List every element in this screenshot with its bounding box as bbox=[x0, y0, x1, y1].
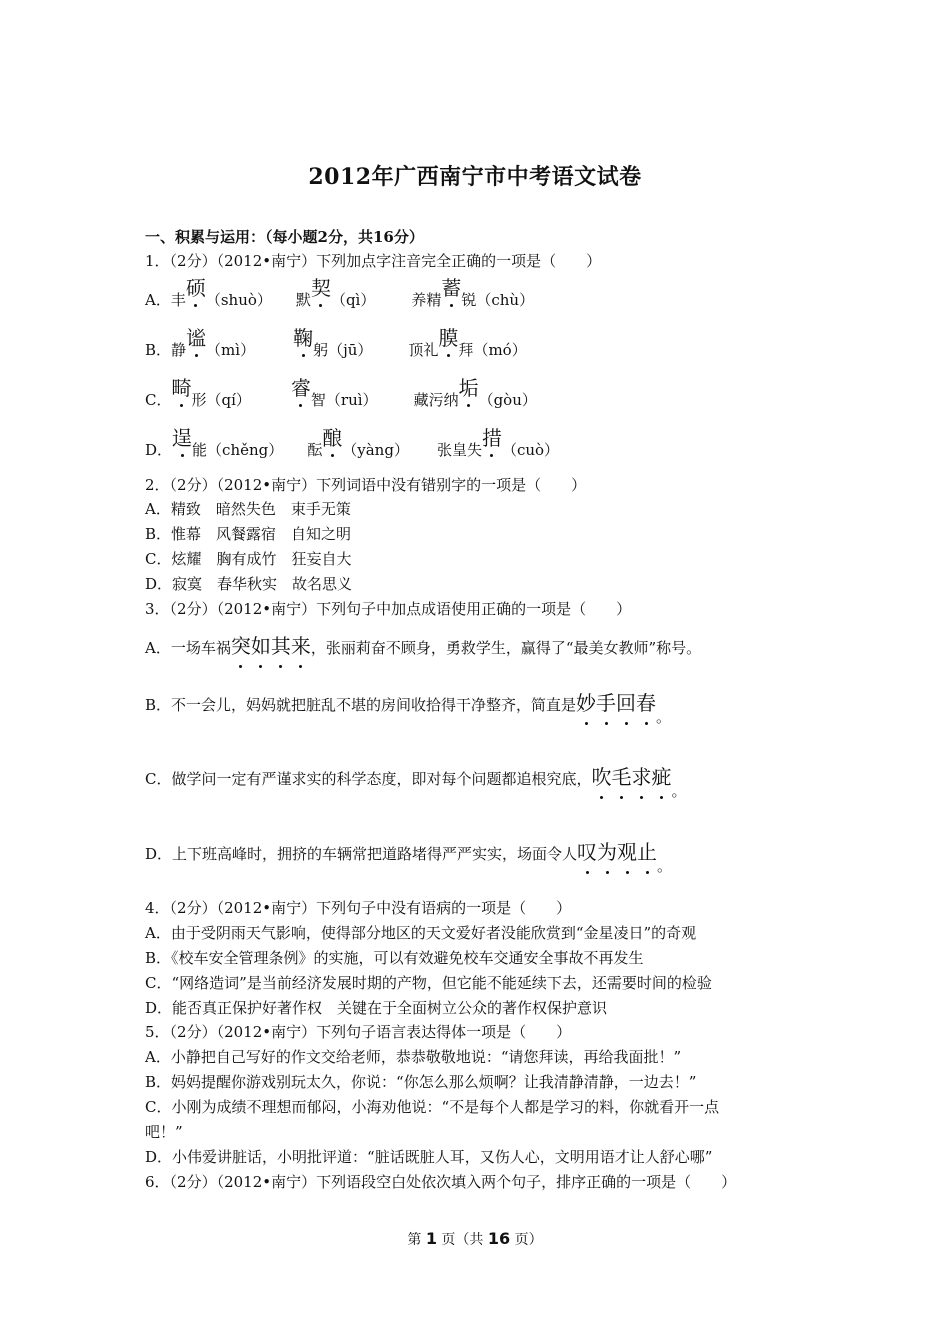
question-6-stem: 6．（2分）（2012•南宁）下列语段空白处依次填入两个句子，排序正确的一项是（ ） bbox=[145, 1173, 737, 1191]
dotted-char: 睿 bbox=[290, 376, 311, 400]
page-number: 1 bbox=[425, 1229, 437, 1248]
question-5-option-b: B．妈妈提醒你游戏别玩太久，你说：“你怎么那么烦啊？让我清静清静，一边去！” bbox=[145, 1073, 697, 1091]
page-title: 2012年广西南宁市中考语文试卷 bbox=[308, 164, 642, 190]
question-5-option-c: C．小刚为成绩不理想而郁闷，小海劝他说：“不是每个人都是学习的料，你就看开一点 bbox=[145, 1098, 720, 1116]
idiom-char: 手 bbox=[596, 691, 617, 715]
question-4-option-c: C．“网络造词”是当前经济发展时期的产物，但它能不能延续下去，还需要时间的检验 bbox=[145, 974, 712, 992]
question-4-option-a: A．由于受阴雨天气影响，使得部分地区的天文爱好者没能欣赏到“金星凌日”的奇观 bbox=[145, 924, 697, 942]
dotted-char: 措 bbox=[481, 426, 502, 450]
dotted-char: 谧 bbox=[186, 326, 207, 350]
idiom-char: 吹 bbox=[591, 765, 612, 789]
question-4-stem: 4．（2分）（2012•南宁）下列句子中没有语病的一项是（ ） bbox=[145, 899, 572, 917]
question-3-option-b: B．不一会儿，妈妈就把脏乱不堪的房间收拾得干净整齐，简直是妙手回春。 bbox=[145, 691, 672, 726]
question-2-option-d: D．寂寞 春华秋实 故名思义 bbox=[145, 575, 353, 593]
question-2-option-a: A．精致 暗然失色 束手无策 bbox=[145, 500, 351, 518]
dotted-char: 畸 bbox=[171, 376, 192, 400]
idiom-char: 毛 bbox=[611, 765, 632, 789]
idiom-char: 回 bbox=[616, 691, 637, 715]
question-3-stem: 3．（2分）（2012•南宁）下列句子中加点成语使用正确的一项是（ ） bbox=[145, 600, 632, 618]
question-5-option-d: D．小伟爱讲脏话，小明批评道：“脏话既脏人耳，又伤人心，文明用语才让人舒心哪” bbox=[145, 1148, 713, 1166]
question-1-stem: 1．（2分）（2012•南宁）下列加点字注音完全正确的一项是（ ） bbox=[145, 252, 602, 270]
question-5-stem: 5．（2分）（2012•南宁）下列句子语言表达得体一项是（ ） bbox=[145, 1023, 572, 1041]
dotted-char: 逞 bbox=[172, 426, 193, 450]
question-3-option-d: D．上下班高峰时，拥挤的车辆常把道路堵得严严实实，场面令人叹为观止。 bbox=[145, 840, 673, 875]
dotted-char: 硕 bbox=[185, 276, 206, 300]
idiom-char: 突 bbox=[230, 634, 251, 658]
question-2-option-b: B．惟幕 风餐露宿 自知之明 bbox=[145, 525, 352, 543]
section-heading: 一、积累与运用：（每小题2分，共16分） bbox=[145, 228, 424, 246]
dotted-char: 契 bbox=[310, 276, 331, 300]
idiom-char: 止 bbox=[637, 840, 658, 864]
page-footer: 第 1 页（共 16 页） bbox=[407, 1229, 543, 1248]
dotted-char: 酿 bbox=[322, 426, 343, 450]
question-4-option-d: D．能否真正保护好著作权 关键在于全面树立公众的著作权保护意识 bbox=[145, 999, 608, 1017]
page-total: 16 bbox=[487, 1229, 511, 1248]
question-1-option-c: C．畸形（qí） 睿智（ruì） 藏污纳垢（gòu） bbox=[145, 376, 537, 409]
dotted-char: 蓄 bbox=[441, 276, 462, 300]
idiom-char: 妙 bbox=[576, 691, 597, 715]
idiom-char: 来 bbox=[290, 634, 311, 658]
dotted-char: 鞠 bbox=[293, 326, 314, 350]
idiom-char: 疵 bbox=[651, 765, 672, 789]
question-1-option-b: B．静谧（mì） 鞠躬（jū） 顶礼膜拜（mó） bbox=[145, 326, 527, 359]
idiom-char: 观 bbox=[617, 840, 638, 864]
idiom-char: 求 bbox=[631, 765, 652, 789]
question-1-option-d: D．逞能（chěng） 酝酿（yàng） 张皇失措（cuò） bbox=[145, 426, 560, 459]
idiom-char: 为 bbox=[597, 840, 618, 864]
question-3-option-a: A．一场车祸突如其来，张丽莉奋不顾身，勇救学生，赢得了“最美女教师”称号。 bbox=[145, 634, 702, 658]
question-3-option-c: C．做学问一定有严谨求实的科学态度，即对每个问题都追根究底，吹毛求疵。 bbox=[145, 765, 687, 800]
question-2-option-c: C．炫耀 胸有成竹 狂妄自大 bbox=[145, 550, 352, 568]
question-2-stem: 2．（2分）（2012•南宁）下列词语中没有错别字的一项是（ ） bbox=[145, 476, 587, 494]
idiom-char: 叹 bbox=[577, 840, 598, 864]
question-1-option-a: A．丰硕（shuò） 默契（qì） 养精蓄锐（chù） bbox=[145, 276, 535, 309]
idiom-char: 如 bbox=[250, 634, 271, 658]
dotted-char: 垢 bbox=[458, 376, 479, 400]
idiom-char: 其 bbox=[270, 634, 291, 658]
question-4-option-b: B．《校车安全管理条例》的实施，可以有效避免校车交通安全事故不再发生 bbox=[145, 949, 644, 967]
question-5-option-c-cont: 吧！” bbox=[145, 1123, 183, 1141]
dotted-char: 膜 bbox=[438, 326, 459, 350]
question-5-option-a: A．小静把自己写好的作文交给老师，恭恭敬敬地说：“请您拜读，再给我面批！” bbox=[145, 1048, 682, 1066]
idiom-char: 春 bbox=[636, 691, 657, 715]
